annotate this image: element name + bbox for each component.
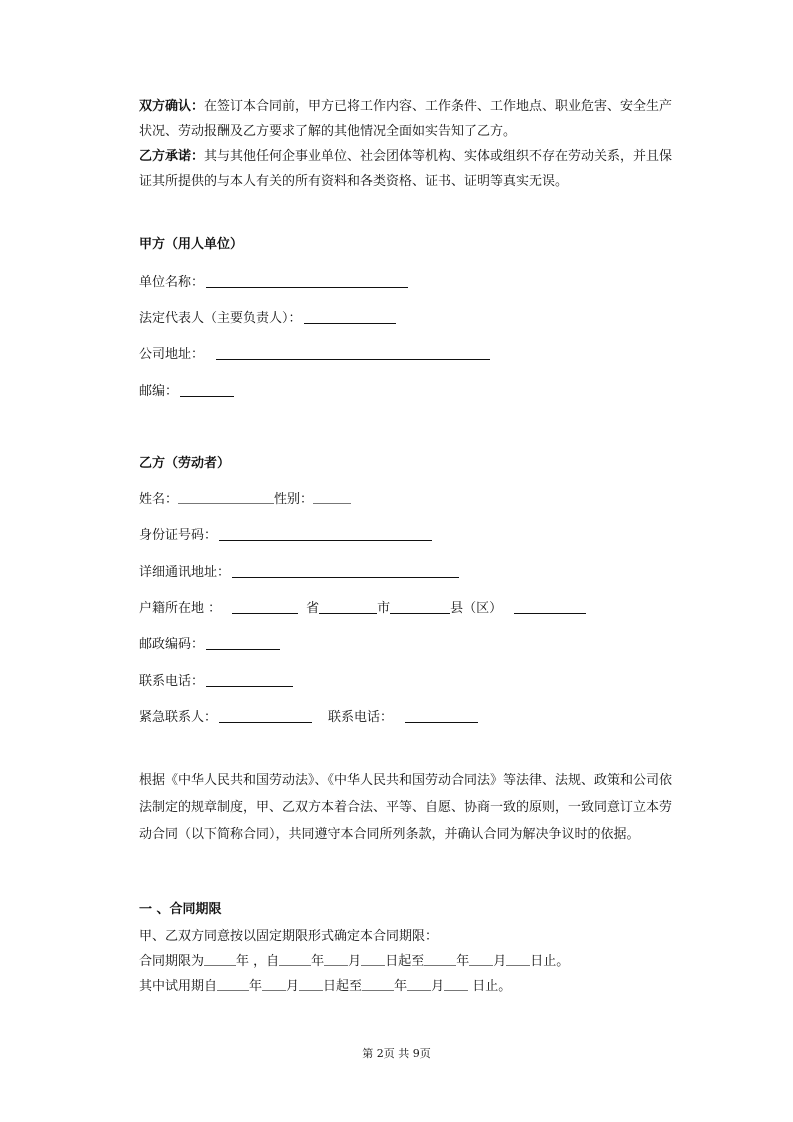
year-label: 年 — [249, 979, 263, 994]
confirm-paragraph — [139, 94, 674, 144]
party-b-phone-row — [139, 672, 293, 692]
party-b-heading: 乙方（劳动者） — [139, 456, 231, 471]
year-label: 年 — [456, 954, 470, 969]
start-day-field[interactable] — [361, 953, 385, 966]
start-year-field[interactable] — [279, 953, 311, 966]
party-b-gender-field[interactable] — [313, 491, 351, 504]
party-a-postcode-row — [139, 382, 234, 402]
promise-text: 其与其他任何企事业单位、社会团体等机构、实体或组织不存在劳动关系，并且保证其所提供的与本人有关的所有资料和各类资格、证书、证明等真实无误。 — [139, 149, 673, 189]
party-b-postcode-label: 邮政编码： — [139, 637, 205, 652]
probation-start-day-field[interactable] — [299, 978, 323, 991]
party-b-id-row — [139, 526, 432, 546]
party-a-name-row — [139, 273, 408, 293]
party-b-hukou-row — [139, 599, 586, 619]
party-a-rep-label: 法定代表人（主要负责人）： — [139, 311, 302, 326]
party-b-id-field[interactable] — [219, 526, 432, 541]
emergency-contact-label: 紧急联系人： — [139, 710, 218, 725]
page-footer: 第 2页 共 9页 — [362, 1047, 431, 1060]
promise-paragraph — [139, 144, 674, 194]
emergency-contact-field[interactable] — [219, 708, 312, 723]
term-years-field[interactable] — [204, 953, 236, 966]
probation-row — [139, 977, 511, 997]
province-field[interactable] — [319, 599, 377, 614]
county-field[interactable] — [514, 599, 586, 614]
party-b-gender-label: 性别： — [274, 492, 314, 507]
emergency-phone-label: 联系电话： — [328, 710, 394, 725]
party-b-id-label: 身份证号码： — [139, 528, 218, 543]
party-a-rep-row — [139, 309, 396, 329]
party-b-address-field[interactable] — [232, 563, 459, 578]
confirm-text: 在签订本合同前，甲方已将工作内容、工作条件、工作地点、职业危害、安全生产状况、劳动报酬及乙方要求了解的其他情况全面如实告知了乙方。 — [139, 99, 673, 139]
party-a-address-row — [139, 345, 490, 365]
end-label: 日止。 — [468, 979, 512, 994]
party-b-name-row — [139, 490, 351, 510]
party-b-name-label: 姓名： — [139, 492, 179, 507]
section-1-heading: 一 、合同期限 — [139, 902, 222, 917]
month-label: 月 — [493, 954, 507, 969]
year-label: 年 — [394, 979, 408, 994]
province-label: 省 — [306, 601, 320, 616]
end-year-field[interactable] — [424, 953, 456, 966]
party-a-rep-field[interactable] — [304, 309, 396, 324]
from-label: 日起至 — [323, 979, 363, 994]
probation-end-month-field[interactable] — [407, 978, 431, 991]
probation-start-year-field[interactable] — [217, 978, 249, 991]
year-label: 年 — [311, 954, 325, 969]
party-a-name-field[interactable] — [206, 273, 408, 288]
end-month-field[interactable] — [469, 953, 493, 966]
party-b-postcode-row — [139, 635, 280, 655]
city-field[interactable] — [390, 599, 450, 614]
probation-start-month-field[interactable] — [262, 978, 286, 991]
party-b-hukou-label: 户籍所在地 ： — [139, 601, 222, 616]
party-a-address-label: 公司地址： — [139, 347, 205, 362]
party-a-address-field[interactable] — [216, 345, 490, 360]
party-a-postcode-field[interactable] — [180, 382, 234, 397]
section-1-line-1: 甲、乙双方同意按以固定期限形式确定本合同期限： — [139, 929, 439, 944]
probation-end-year-field[interactable] — [362, 978, 394, 991]
county-label: 县（区） — [450, 601, 503, 616]
party-b-phone-label: 联系电话： — [139, 674, 205, 689]
start-month-field[interactable] — [324, 953, 348, 966]
month-label: 月 — [286, 979, 300, 994]
party-a-name-label: 单位名称： — [139, 275, 205, 290]
term-label: 合同期限为 — [139, 954, 205, 969]
contract-term-row — [139, 952, 569, 972]
party-a-heading: 甲方（用人单位） — [139, 237, 244, 252]
city-label: 市 — [377, 601, 391, 616]
probation-label: 其中试用期自 — [139, 979, 218, 994]
intro-paragraph: 根据《中华人民共和国劳动法》、《中华人民共和国劳动合同法》等法律、法规、政策和公司依法制定的规章制度，甲、乙双方本着合法、平等、自愿、协商一致的原则，一致同意订立本劳动合同（以下简称合同），共同遵守本合同所列条款，并确认合同为解决争议时的依据。 — [139, 773, 673, 842]
party-b-phone-field[interactable] — [206, 672, 293, 687]
probation-end-day-field[interactable] — [444, 978, 468, 991]
party-b-address-row — [139, 563, 459, 583]
end-label: 日止。 — [530, 954, 570, 969]
party-b-emergency-row — [139, 708, 478, 728]
from-label: 日起至 — [385, 954, 425, 969]
emergency-phone-field[interactable] — [405, 708, 478, 723]
term-from-label: 年 ，自 — [236, 954, 280, 969]
month-label: 月 — [431, 979, 445, 994]
party-b-address-label: 详细通讯地址： — [139, 565, 231, 580]
promise-label: 乙方承诺： — [139, 149, 205, 164]
party-b-name-field[interactable] — [178, 491, 274, 504]
party-b-postcode-field[interactable] — [206, 635, 280, 650]
confirm-label: 双方确认： — [139, 99, 205, 114]
party-a-postcode-label: 邮编： — [139, 384, 179, 399]
end-day-field[interactable] — [506, 953, 530, 966]
hukou-blank-1[interactable] — [232, 599, 298, 614]
month-label: 月 — [348, 954, 362, 969]
